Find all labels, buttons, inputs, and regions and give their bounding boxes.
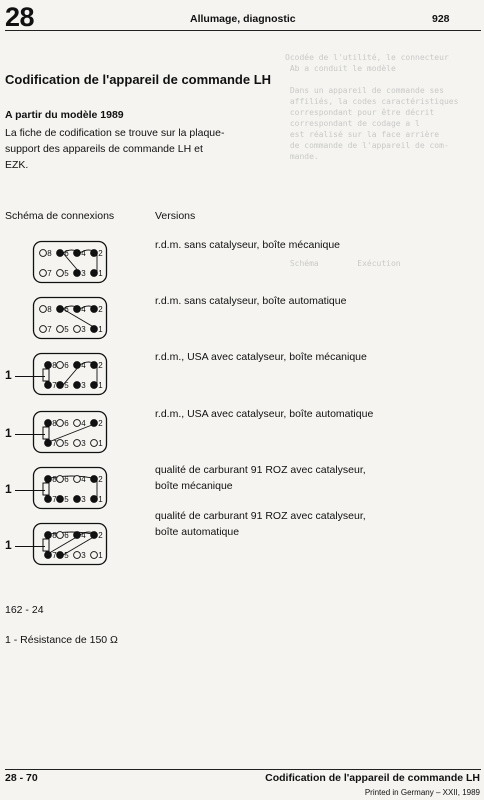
pin-number: 8 <box>52 475 57 484</box>
pin-contact <box>45 382 52 389</box>
callout-label: 1 <box>5 482 12 496</box>
pin-contact <box>74 250 81 257</box>
pin-contact <box>74 270 81 277</box>
pin-contact <box>45 532 52 539</box>
callout-leader <box>15 376 45 377</box>
pin-contact <box>57 270 64 277</box>
connection-diagram <box>32 466 108 510</box>
callout-label: 1 <box>5 538 12 552</box>
resistor-icon <box>43 427 49 439</box>
pin-number: 6 <box>64 249 69 258</box>
version-text: r.d.m. sans catalyseur, boîte automatique <box>155 295 347 307</box>
printed-note: Printed in Germany – XXII, 1989 <box>364 788 480 797</box>
pin-number: 5 <box>64 381 69 390</box>
pin-number: 3 <box>81 325 86 334</box>
pin-contact <box>57 532 64 539</box>
connector-schematic <box>32 466 108 510</box>
pin-contact <box>91 476 98 483</box>
pin-contact <box>40 250 47 257</box>
pin-number: 2 <box>98 419 103 428</box>
pin-contact <box>74 382 81 389</box>
version-text: r.d.m. sans catalyseur, boîte mécanique <box>155 239 341 251</box>
version-text: qualité de carburant 91 ROZ avec catalyseur, boîte automatique <box>155 510 366 538</box>
resistor-icon <box>43 539 49 551</box>
pin-contact <box>57 382 64 389</box>
pin-contact <box>91 496 98 503</box>
version-text: r.d.m., USA avec catalyseur, boîte mécanique <box>155 351 367 363</box>
pin-contact <box>40 326 47 333</box>
pin-contact <box>74 306 81 313</box>
pin-number: 5 <box>64 439 69 448</box>
connection-diagram <box>32 522 108 566</box>
connection-diagram <box>32 240 108 284</box>
connector-schematic <box>32 410 108 454</box>
pin-contact <box>91 306 98 313</box>
pin-contact <box>91 362 98 369</box>
callout-leader <box>15 546 45 547</box>
pin-contact <box>45 362 52 369</box>
chapter-title: Allumage, diagnostic <box>190 13 296 25</box>
column-header-connections: Schéma de connexions <box>5 210 115 222</box>
pin-number: 6 <box>64 305 69 314</box>
pin-number: 7 <box>52 381 57 390</box>
pin-number: 3 <box>81 381 86 390</box>
pin-contact <box>74 552 81 559</box>
pin-number: 3 <box>81 551 86 560</box>
pin-number: 4 <box>81 531 86 540</box>
pin-number: 1 <box>98 439 103 448</box>
connector-schematic <box>32 352 108 396</box>
chapter-number: 28 <box>5 2 35 32</box>
connection-diagram <box>32 410 108 454</box>
pin-number: 2 <box>98 305 103 314</box>
pin-number: 6 <box>64 419 69 428</box>
model-number: 928 <box>432 13 450 25</box>
pin-contact <box>74 496 81 503</box>
pin-number: 7 <box>52 495 57 504</box>
callout-leader <box>15 490 45 491</box>
pin-contact <box>74 326 81 333</box>
pin-number: 2 <box>98 249 103 258</box>
footer-rule <box>5 769 481 770</box>
footer-title: Codification de l'appareil de commande LH <box>265 772 480 784</box>
connection-diagram <box>32 352 108 396</box>
figure-reference: 162 - 24 <box>5 604 44 616</box>
pin-number: 2 <box>98 361 103 370</box>
pin-contact <box>91 420 98 427</box>
pin-contact <box>91 270 98 277</box>
callout-label: 1 <box>5 426 12 440</box>
bleed-through-table: Schéma Exécution <box>285 259 401 268</box>
pin-number: 4 <box>81 419 86 428</box>
pin-contact <box>91 326 98 333</box>
pin-contact <box>74 532 81 539</box>
connection-diagram <box>32 296 108 340</box>
pin-number: 8 <box>52 419 57 428</box>
pin-contact <box>45 420 52 427</box>
pin-number: 8 <box>52 361 57 370</box>
pin-contact <box>57 440 64 447</box>
legend-resistance: 1 - Résistance de 150 Ω <box>5 634 118 646</box>
pin-number: 1 <box>98 381 103 390</box>
pin-contact <box>57 306 64 313</box>
callout-leader <box>15 434 45 435</box>
pin-contact <box>40 306 47 313</box>
pin-contact <box>91 532 98 539</box>
subheading: A partir du modèle 1989 <box>5 109 124 121</box>
pin-contact <box>91 552 98 559</box>
pin-number: 7 <box>47 325 52 334</box>
resistor-icon <box>43 369 49 381</box>
pin-contact <box>57 326 64 333</box>
pin-number: 4 <box>81 361 86 370</box>
pin-contact <box>57 552 64 559</box>
pin-number: 7 <box>47 269 52 278</box>
pin-number: 3 <box>81 495 86 504</box>
pin-contact <box>91 250 98 257</box>
pin-number: 8 <box>52 531 57 540</box>
pin-contact <box>57 250 64 257</box>
pin-contact <box>91 382 98 389</box>
pin-number: 2 <box>98 475 103 484</box>
intro-paragraph: La fiche de codification se trouve sur la plaque-support des appareils de commande LH et EZK. <box>5 127 225 171</box>
connector-schematic <box>32 296 108 340</box>
pin-number: 2 <box>98 531 103 540</box>
callout-label: 1 <box>5 368 12 382</box>
pin-contact <box>45 552 52 559</box>
pin-number: 8 <box>47 249 52 258</box>
connector-schematic <box>32 240 108 284</box>
pin-number: 1 <box>98 495 103 504</box>
connector-schematic <box>32 522 108 566</box>
pin-number: 8 <box>47 305 52 314</box>
pin-number: 5 <box>64 269 69 278</box>
pin-contact <box>45 476 52 483</box>
pin-contact <box>45 440 52 447</box>
pin-number: 4 <box>81 475 86 484</box>
pin-contact <box>57 496 64 503</box>
bleed-through-text: Ocodée de l'utilité, le connecteur Ab a conduit le modèle Dans un appareil de commande ses affiliés, la codes caractéristiques correspondant pour être décrit correspondant de codage a l est réalisé sur la face arrière de commande de l'appareil de com- mande. <box>285 53 459 161</box>
pin-contact <box>40 270 47 277</box>
pin-number: 3 <box>81 269 86 278</box>
pin-number: 4 <box>81 305 86 314</box>
pin-number: 4 <box>81 249 86 258</box>
pin-contact <box>91 440 98 447</box>
pin-number: 6 <box>64 475 69 484</box>
pin-number: 7 <box>52 551 57 560</box>
pin-contact <box>74 420 81 427</box>
resistor-icon <box>43 483 49 495</box>
pin-contact <box>45 496 52 503</box>
pin-number: 6 <box>64 531 69 540</box>
header-rule <box>5 30 481 31</box>
pin-number: 7 <box>52 439 57 448</box>
pin-number: 6 <box>64 361 69 370</box>
pin-number: 5 <box>64 495 69 504</box>
pin-contact <box>57 362 64 369</box>
pin-number: 5 <box>64 325 69 334</box>
pin-number: 1 <box>98 551 103 560</box>
version-text: r.d.m., USA avec catalyseur, boîte automatique <box>155 408 374 420</box>
pin-contact <box>57 420 64 427</box>
pin-number: 1 <box>98 325 103 334</box>
pin-number: 1 <box>98 269 103 278</box>
pin-number: 3 <box>81 439 86 448</box>
pin-contact <box>74 362 81 369</box>
pin-number: 5 <box>64 551 69 560</box>
page-number: 28 - 70 <box>5 772 38 784</box>
pin-contact <box>74 440 81 447</box>
pin-contact <box>57 476 64 483</box>
pin-contact <box>74 476 81 483</box>
section-title: Codification de l'appareil de commande LH <box>5 72 272 87</box>
column-header-versions: Versions <box>155 210 196 222</box>
version-text: qualité de carburant 91 ROZ avec catalyseur, boîte mécanique <box>155 464 366 492</box>
